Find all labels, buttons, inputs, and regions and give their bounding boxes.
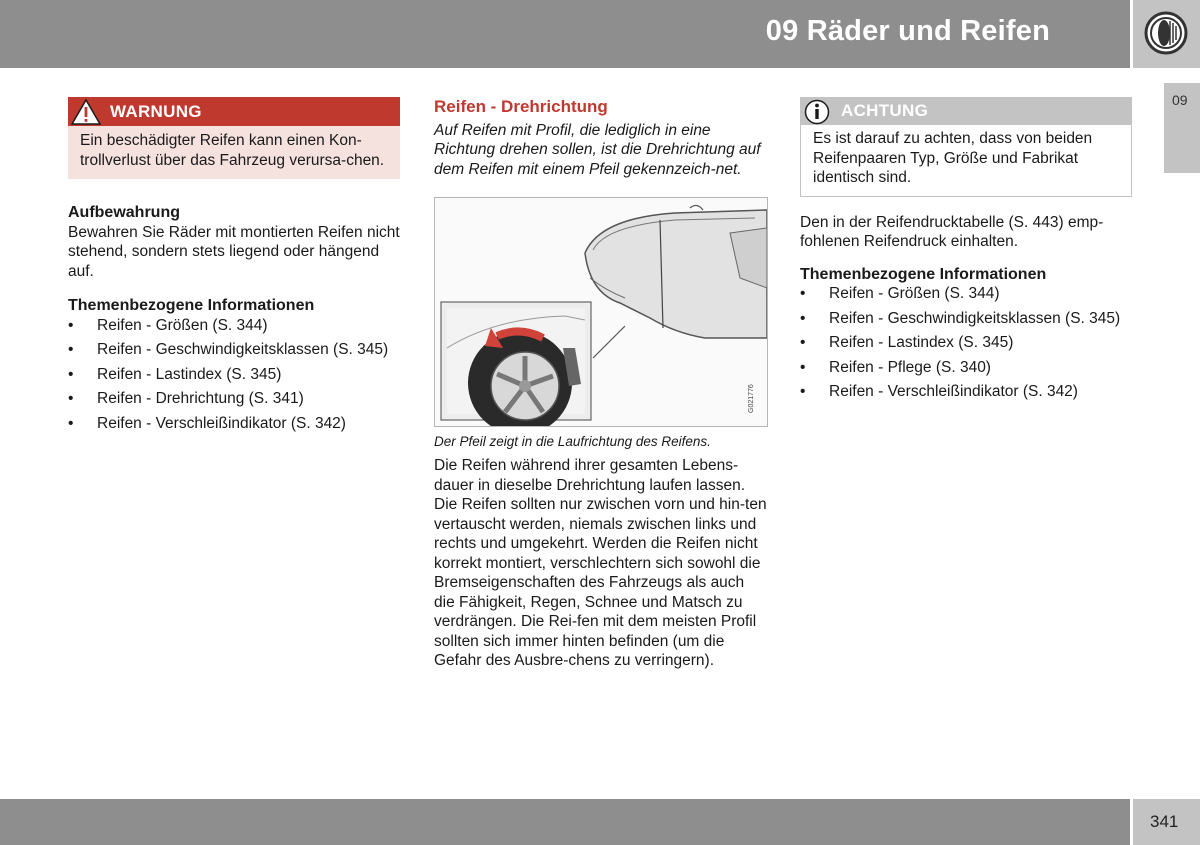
storage-heading: Aufbewahrung <box>68 204 180 221</box>
warning-header <box>68 97 400 126</box>
warning-label: WARNUNG <box>110 102 202 121</box>
related-link[interactable]: • Reifen - Geschwindigkeitsklassen (S. 345) <box>800 309 1132 329</box>
related-link[interactable]: • Reifen - Lastindex (S. 345) <box>68 365 400 385</box>
page-number: 341 <box>1150 812 1179 831</box>
related-info-list-left <box>68 316 400 434</box>
rotation-heading: Reifen - Drehrichtung <box>434 97 608 116</box>
caution-label: ACHTUNG <box>841 101 929 120</box>
related-info-list-right <box>800 284 1132 402</box>
chapter-side-tab[interactable] <box>1164 83 1200 173</box>
chapter-title: 09 Räder und Reifen <box>765 15 1050 47</box>
car-tire-illustration <box>435 198 767 426</box>
related-link[interactable]: • Reifen - Pflege (S. 340) <box>800 358 1132 378</box>
warning-triangle-icon <box>71 99 101 125</box>
tire-icon <box>1133 0 1200 68</box>
middle-column <box>434 97 768 671</box>
related-info-heading-left: Themenbezogene Informationen <box>68 297 315 314</box>
related-info-heading-right: Themenbezogene Informationen <box>800 265 1047 283</box>
pressure-note: Den in der Reifendrucktabelle (S. 443) emp-fohlenen Reifendruck einhalten. <box>800 213 1104 250</box>
chapter-icon-box <box>1133 0 1200 68</box>
chapter-tab-label: 09 <box>1172 92 1188 108</box>
caution-text: Es ist darauf zu achten, dass von beiden Reifenpaaren Typ, Größe und Fabrikat identisch sind. <box>800 125 1132 197</box>
rotation-intro: Auf Reifen mit Profil, die lediglich in eine Richtung drehen sollen, ist die Drehrichtung auf dem Reifen mit einem Pfeil gekennzeich-net. <box>434 121 761 178</box>
related-link[interactable]: • Reifen - Größen (S. 344) <box>68 316 400 336</box>
figure-code: G021776 <box>748 384 755 413</box>
chapter-header-bar <box>0 0 1130 68</box>
related-link[interactable]: • Reifen - Drehrichtung (S. 341) <box>68 389 400 409</box>
left-column <box>68 97 400 438</box>
rotation-body-text: Die Reifen während ihrer gesamten Lebens-dauer in dieselbe Drehrichtung laufen lassen. Die Reifen sollten nur zwischen vorn und hin-ten vertauscht werden, niemals zwischen links und rechts und umgekehrt. Werden die Reifen nicht korrekt montiert, verschlechtern sich sowohl die Bremseigenschaften des Fahrzeugs als auch die Fähigkeit, Regen, Schnee und Matsch zu verdrängen. Die Rei-fen mit dem meisten Profil sollten sich immer hinten befinden (um die Gefahr des Ausbre-chens zu verringern). <box>434 457 767 669</box>
related-link[interactable]: • Reifen - Geschwindigkeitsklassen (S. 345) <box>68 340 400 360</box>
right-column <box>800 97 1132 407</box>
storage-text: Bewahren Sie Räder mit montierten Reifen nicht stehend, sondern stets liegend oder hängend auf. <box>68 223 400 280</box>
related-link[interactable]: • Reifen - Verschleißindikator (S. 342) <box>68 414 400 434</box>
tire-direction-figure <box>434 197 768 427</box>
info-icon <box>803 99 831 125</box>
related-link[interactable]: • Reifen - Verschleißindikator (S. 342) <box>800 382 1132 402</box>
warning-text: Ein beschädigter Reifen kann einen Kon-trollverlust über das Fahrzeug verursa-chen. <box>68 126 400 179</box>
figure-caption: Der Pfeil zeigt in die Laufrichtung des Reifens. <box>434 434 711 449</box>
caution-header <box>800 97 1132 125</box>
related-link[interactable]: • Reifen - Größen (S. 344) <box>800 284 1132 304</box>
related-link[interactable]: • Reifen - Lastindex (S. 345) <box>800 333 1132 353</box>
footer-bar <box>0 799 1130 845</box>
